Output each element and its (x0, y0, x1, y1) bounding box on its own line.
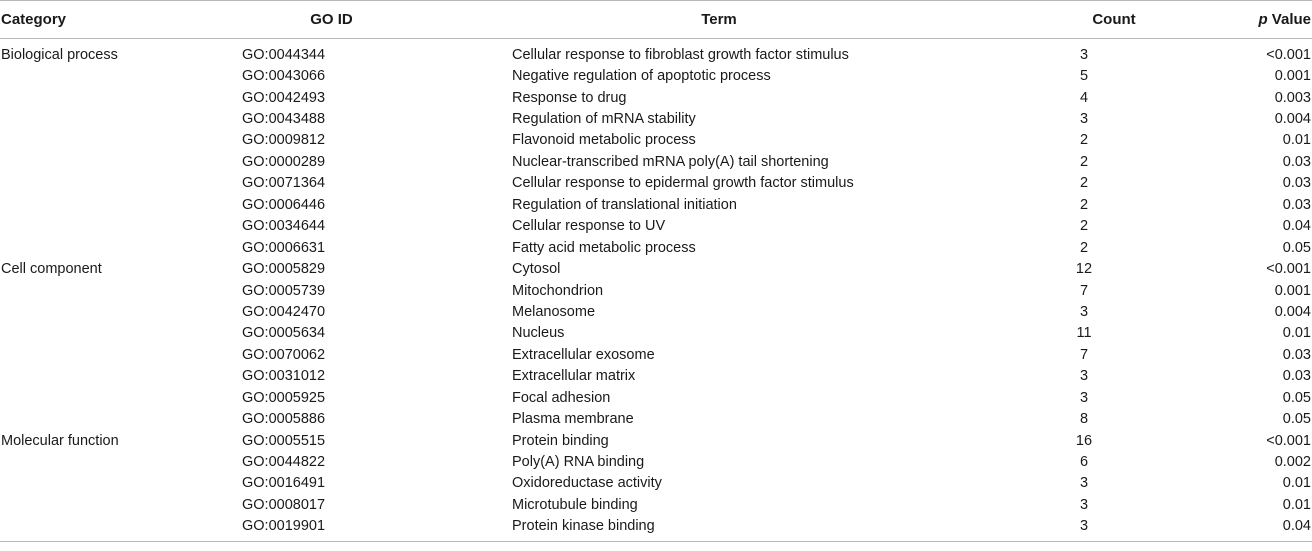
cell-term: Cellular response to UV (512, 218, 666, 235)
cell-term: Protein kinase binding (499, 516, 979, 542)
cell-category (0, 344, 229, 365)
cell-go-id: GO:0005886 (242, 411, 326, 428)
table-row (0, 258, 1312, 279)
header-count: Count (979, 1, 1189, 39)
cell-p-value: <0.001 (1266, 261, 1311, 278)
cell-term: Regulation of translational initiation (512, 196, 737, 213)
cell-category (0, 130, 229, 151)
cell-count: 2 (1079, 196, 1089, 213)
cell-p-value: 0.003 (1274, 89, 1311, 106)
cell-category (0, 237, 229, 258)
cell-category (0, 108, 229, 129)
cell-category (0, 366, 229, 387)
cell-go-id: GO:0034644 (242, 218, 326, 235)
table-row (0, 387, 1312, 408)
cell-count: 16 (1075, 432, 1093, 449)
cell-category: Biological process (1, 46, 118, 63)
cell-category (0, 473, 229, 494)
cell-count: 3 (1079, 303, 1089, 320)
table-row (0, 473, 1312, 494)
cell-category (0, 216, 229, 237)
cell-go-id: GO:0005634 (242, 325, 326, 342)
cell-p-value: 0.05 (1282, 239, 1311, 256)
table-row (0, 301, 1312, 322)
cell-p-value: 0.05 (1282, 389, 1311, 406)
table-row (0, 65, 1312, 86)
cell-go-id: GO:0006631 (242, 239, 326, 256)
cell-count: 5 (1079, 68, 1089, 85)
cell-go-id: GO:0000289 (242, 153, 326, 170)
cell-term: Extracellular exosome (512, 346, 655, 363)
table-row (0, 430, 1312, 451)
header-go-id: GO ID (229, 1, 499, 39)
cell-count: 3 (1079, 389, 1089, 406)
cell-term: Fatty acid metabolic process (512, 239, 696, 256)
cell-p-value: 0.03 (1282, 368, 1311, 385)
cell-category (0, 280, 229, 301)
header-p-rest: Value (1267, 11, 1311, 28)
table-row (0, 151, 1312, 172)
cell-category (0, 494, 229, 515)
cell-term: Poly(A) RNA binding (512, 454, 645, 471)
cell-term: Melanosome (512, 303, 596, 320)
table-row (0, 108, 1312, 129)
table-row (0, 451, 1312, 472)
cell-category (0, 451, 229, 472)
cell-go-id: GO:0019901 (229, 516, 499, 542)
cell-count: 7 (1079, 282, 1089, 299)
cell-go-id: GO:0042470 (242, 303, 326, 320)
cell-go-id: GO:0008017 (242, 496, 326, 513)
cell-count: 3 (1079, 496, 1089, 513)
cell-count: 3 (1079, 111, 1089, 128)
cell-term: Mitochondrion (512, 282, 604, 299)
cell-category (0, 408, 229, 429)
cell-category (0, 387, 229, 408)
table-body (0, 39, 1312, 542)
cell-count: 3 (1079, 475, 1089, 492)
cell-go-id: GO:0042493 (242, 89, 326, 106)
table-row (0, 130, 1312, 151)
header-p-italic: p (1258, 11, 1268, 28)
cell-term: Cellular response to fibroblast growth factor stimulus (512, 46, 849, 63)
cell-go-id: GO:0005925 (242, 389, 326, 406)
cell-p-value: 0.01 (1282, 325, 1311, 342)
table-row (0, 323, 1312, 344)
cell-p-value: 0.04 (1189, 516, 1312, 542)
cell-category (0, 173, 229, 194)
cell-category (0, 516, 229, 542)
table-row (0, 408, 1312, 429)
cell-go-id: GO:0044344 (242, 46, 326, 63)
cell-count: 2 (1079, 239, 1089, 256)
cell-go-id: GO:0016491 (242, 475, 326, 492)
cell-go-id: GO:0070062 (242, 346, 326, 363)
cell-p-value: <0.001 (1266, 46, 1311, 63)
cell-p-value: 0.001 (1274, 282, 1311, 299)
cell-category: Molecular function (1, 432, 119, 449)
cell-term: Plasma membrane (512, 411, 634, 428)
cell-p-value: 0.004 (1274, 303, 1311, 320)
table-row (0, 237, 1312, 258)
cell-count: 3 (1079, 368, 1089, 385)
cell-term: Flavonoid metabolic process (512, 132, 696, 149)
cell-go-id: GO:0009812 (242, 132, 326, 149)
table-row (0, 366, 1312, 387)
cell-p-value: 0.01 (1282, 475, 1311, 492)
cell-term: Cytosol (512, 261, 561, 278)
table-row (0, 39, 1312, 66)
cell-count: 2 (1079, 175, 1089, 192)
cell-term: Focal adhesion (512, 389, 611, 406)
cell-term: Oxidoreductase activity (512, 475, 662, 492)
cell-term: Microtubule binding (512, 496, 638, 513)
cell-count: 11 (1076, 325, 1092, 342)
cell-count: 7 (1079, 346, 1089, 363)
cell-go-id: GO:0005515 (242, 432, 326, 449)
cell-p-value: 0.05 (1282, 411, 1311, 428)
cell-count: 12 (1075, 261, 1093, 278)
table-row (0, 216, 1312, 237)
cell-term: Cellular response to epidermal growth factor stimulus (512, 175, 854, 192)
header-row (0, 1, 1312, 39)
table-row (0, 494, 1312, 515)
cell-count: 2 (1079, 218, 1089, 235)
cell-term: Regulation of mRNA stability (512, 111, 696, 128)
cell-term: Protein binding (512, 432, 609, 449)
cell-go-id: GO:0031012 (242, 368, 326, 385)
cell-go-id: GO:0044822 (242, 454, 326, 471)
header-category: Category (0, 1, 229, 39)
cell-count: 3 (979, 516, 1189, 542)
cell-go-id: GO:0071364 (242, 175, 326, 192)
cell-count: 2 (1079, 153, 1089, 170)
cell-count: 3 (1079, 46, 1089, 63)
table-row (0, 173, 1312, 194)
cell-category (0, 87, 229, 108)
cell-p-value: 0.01 (1282, 496, 1311, 513)
cell-term: Nuclear-transcribed mRNA poly(A) tail shortening (512, 153, 829, 170)
cell-p-value: 0.03 (1282, 196, 1311, 213)
cell-term: Nucleus (512, 325, 565, 342)
cell-p-value: 0.004 (1274, 111, 1311, 128)
header-p-value (1189, 1, 1312, 39)
header-term: Term (499, 1, 979, 39)
cell-p-value: 0.001 (1274, 68, 1311, 85)
table-row (0, 280, 1312, 301)
cell-count: 2 (1079, 132, 1089, 149)
cell-count: 4 (1079, 89, 1089, 106)
cell-term: Negative regulation of apoptotic process (512, 68, 771, 85)
cell-go-id: GO:0006446 (242, 196, 326, 213)
cell-p-value: 0.03 (1282, 153, 1311, 170)
cell-go-id: GO:0043066 (242, 68, 326, 85)
cell-count: 6 (1079, 454, 1089, 471)
cell-p-value: 0.03 (1282, 346, 1311, 363)
cell-category (0, 65, 229, 86)
cell-go-id: GO:0005739 (242, 282, 326, 299)
cell-category: Cell component (1, 261, 102, 278)
cell-p-value: 0.03 (1282, 175, 1311, 192)
cell-p-value: 0.002 (1274, 454, 1311, 471)
cell-category (0, 323, 229, 344)
table-header (0, 1, 1312, 39)
table-row (0, 87, 1312, 108)
cell-category (0, 194, 229, 215)
cell-term: Response to drug (512, 89, 627, 106)
table-row (0, 194, 1312, 215)
cell-category (0, 301, 229, 322)
table-row (0, 344, 1312, 365)
cell-p-value: 0.04 (1282, 218, 1311, 235)
cell-p-value: <0.001 (1266, 432, 1311, 449)
cell-p-value: 0.01 (1282, 132, 1311, 149)
cell-term: Extracellular matrix (512, 368, 636, 385)
table-row (0, 516, 1312, 542)
cell-go-id: GO:0005829 (242, 261, 326, 278)
cell-category (0, 151, 229, 172)
cell-count: 8 (1079, 411, 1089, 428)
cell-go-id: GO:0043488 (242, 111, 326, 128)
